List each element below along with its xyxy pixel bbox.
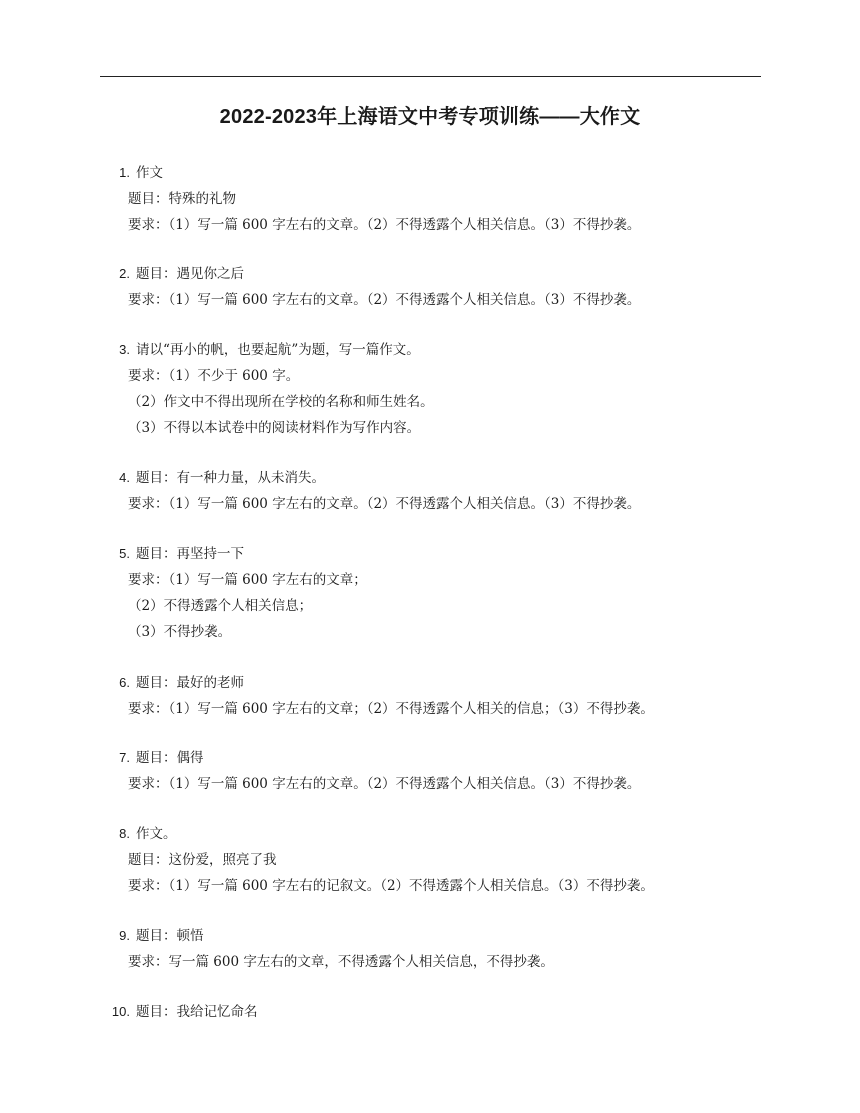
question-item bbox=[0, 923, 860, 975]
question-text: 题目：我给记忆命名 bbox=[136, 1004, 258, 1020]
question-number: 10. bbox=[111, 1004, 130, 1019]
question-item bbox=[0, 745, 860, 797]
question-line: （2）不得透露个人相关信息； bbox=[128, 598, 313, 614]
question-line: 要求：（1）写一篇 600 字左右的文章。（2）不得透露个人相关信息。（3）不得抄袭。 bbox=[128, 776, 641, 792]
question-line: 要求：写一篇 600 字左右的文章，不得透露个人相关信息，不得抄袭。 bbox=[128, 954, 554, 970]
question-line: 题目：特殊的礼物 bbox=[128, 191, 236, 207]
question-item bbox=[0, 261, 860, 313]
question-item bbox=[0, 465, 860, 517]
question-line: 要求：（1）写一篇 600 字左右的文章； bbox=[128, 572, 367, 588]
question-item bbox=[0, 670, 860, 722]
question-number: 4. bbox=[119, 470, 130, 485]
question-head bbox=[0, 745, 860, 771]
question-text: 题目：偶得 bbox=[136, 750, 204, 766]
question-head bbox=[0, 465, 860, 491]
question-text: 题目：最好的老师 bbox=[136, 675, 244, 691]
question-item bbox=[0, 337, 860, 441]
question-number: 7. bbox=[119, 750, 130, 765]
question-item bbox=[0, 541, 860, 645]
question-head bbox=[0, 337, 860, 363]
question-head bbox=[0, 670, 860, 696]
question-text: 请以“再小的帆，也要起航”为题，写一篇作文。 bbox=[136, 342, 420, 358]
question-line: （2）作文中不得出现所在学校的名称和师生姓名。 bbox=[128, 394, 434, 410]
question-line: 要求：（1）写一篇 600 字左右的记叙文。（2）不得透露个人相关信息。（3）不得抄袭。 bbox=[128, 878, 654, 894]
question-number: 6. bbox=[119, 675, 130, 690]
question-line: 要求：（1）写一篇 600 字左右的文章。（2）不得透露个人相关信息。（3）不得抄袭。 bbox=[128, 292, 641, 308]
question-line: 要求：（1）不少于 600 字。 bbox=[128, 368, 300, 384]
document-title: 2022-2023年上海语文中考专项训练——大作文 bbox=[219, 106, 641, 128]
question-item bbox=[0, 999, 860, 1025]
question-item bbox=[0, 160, 860, 238]
question-head bbox=[0, 923, 860, 949]
question-text: 题目：顿悟 bbox=[136, 928, 204, 944]
question-line: 要求：（1）写一篇 600 字左右的文章；（2）不得透露个人相关的信息；（3）不得抄袭。 bbox=[128, 701, 654, 717]
question-head bbox=[0, 160, 860, 186]
question-number: 5. bbox=[119, 546, 130, 561]
question-item bbox=[0, 821, 860, 899]
question-text: 题目：遇见你之后 bbox=[136, 266, 244, 282]
question-head bbox=[0, 999, 860, 1025]
question-line: （3）不得以本试卷中的阅读材料作为写作内容。 bbox=[128, 420, 421, 436]
question-text: 题目：有一种力量，从未消失。 bbox=[136, 470, 325, 486]
question-head bbox=[0, 541, 860, 567]
question-line: 要求：（1）写一篇 600 字左右的文章。（2）不得透露个人相关信息。（3）不得抄袭。 bbox=[128, 496, 641, 512]
question-number: 9. bbox=[119, 928, 130, 943]
question-head bbox=[0, 261, 860, 287]
question-text: 作文 bbox=[136, 165, 163, 181]
question-line: 题目：这份爱，照亮了我 bbox=[128, 852, 277, 868]
question-line: 要求：（1）写一篇 600 字左右的文章。（2）不得透露个人相关信息。（3）不得抄袭。 bbox=[128, 217, 641, 233]
question-line: （3）不得抄袭。 bbox=[128, 624, 232, 640]
header-rule bbox=[100, 76, 761, 77]
question-number: 8. bbox=[119, 826, 130, 841]
question-text: 题目：再坚持一下 bbox=[136, 546, 244, 562]
question-number: 1. bbox=[119, 165, 130, 180]
question-text: 作文。 bbox=[136, 826, 177, 842]
question-number: 3. bbox=[119, 342, 130, 357]
question-number: 2. bbox=[119, 266, 130, 281]
question-head bbox=[0, 821, 860, 847]
